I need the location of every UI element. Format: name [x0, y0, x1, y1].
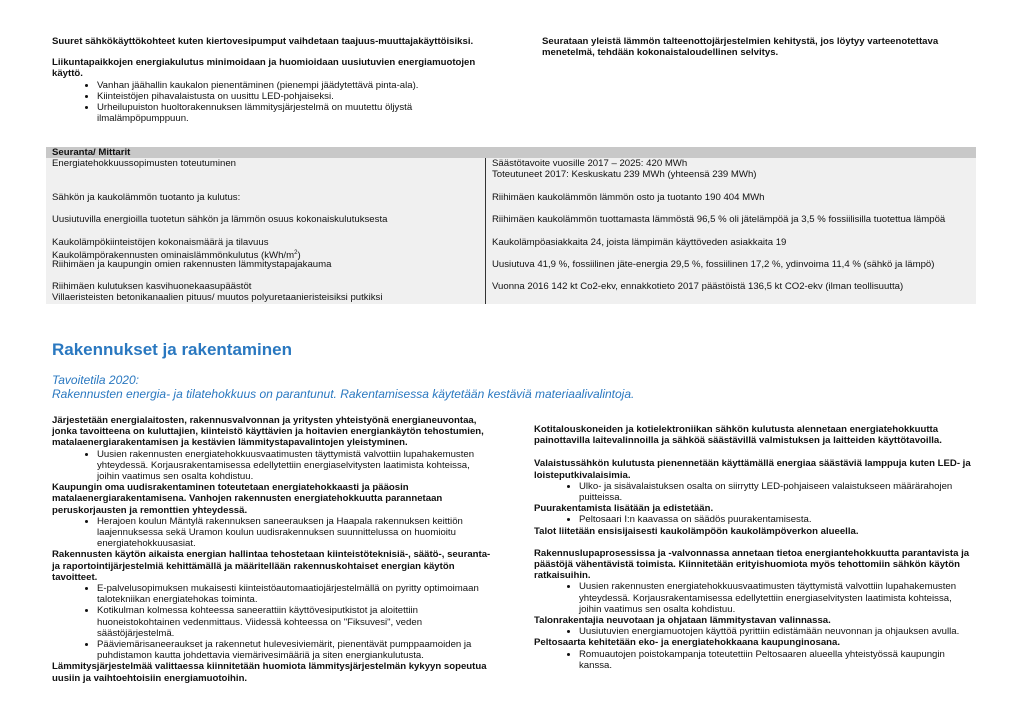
goal-label: Tavoitetila 2020:	[52, 373, 139, 387]
paragraph: Liikuntapaikkojen energiakulutus minimoidaan ja huomioidaan uusiutuvien energiamuotojen käyttö.	[52, 57, 476, 80]
list-item: • Pääviemärisaneeraukset ja rakennetut hulevesiviemärit, pienentävät pumppaamoiden ja puhdistamon kautta johdettavia viemärivesimääriä ja siten energiankulutusta.	[97, 639, 492, 661]
table-cell: Kaukolämpöasiakkaita 24, joista lämpimän käyttöveden asiakkaita 19	[492, 237, 787, 248]
table-cell: Energiatehokkuussopimusten toteutuminen	[52, 158, 236, 169]
list-item: • Uusien rakennusten energiatehokkuusvaatimusten täyttymistä valvottiin lupahakemusten yhteydessä. Korjausrakentamisessa edellytettiin energiaselvitysten laatimista kohteissa, joihin vaatimus sen osalta kohdistuu.	[97, 449, 492, 483]
list-item: • Urheilupuiston huoltorakennuksen lämmitysjärjestelmä on muutettu öljystä ilmalämpöpumppuun.	[97, 102, 427, 124]
bullet-list	[534, 481, 974, 503]
table-cell: Riihimäen kaukolämmön tuottamasta lämmöstä 96,5 % oli jätelämpöä ja 3,5 % fossiilisilla tuotettua lämpöä	[492, 214, 946, 225]
table-cell: Sähkön ja kaukolämmön tuotanto ja kulutus:	[52, 192, 241, 203]
paragraph: Rakennusten käytön aikaista energian hallintaa tehostetaan kiinteistöteknisiä-, säätö-, seuranta- ja raportointijärjestelmiä kehittämällä ja määritellään rakennuskohtaiset energian käytön tavoitteet.	[52, 549, 491, 583]
list-item: • Vanhan jäähallin kaukalon pienentäminen (pienempi jäädytettävä pinta-ala).	[97, 80, 492, 91]
table-cell-text: Kaukolämpörakennusten ominaislämmönkulutus (kWh/m	[52, 250, 295, 262]
bullet-list	[52, 449, 492, 483]
table-header-label: Seuranta/ Mittarit	[52, 147, 131, 158]
goal-statement	[52, 373, 952, 401]
table-cell: Uusiutuva 41,9 %, fossiilinen jäte-energia 29,5 %, fossiilinen 17,2 %, ydinvoima 11,4 % (sähkö ja lämpö)	[492, 259, 935, 270]
bullet-list	[52, 516, 492, 550]
paragraph: Kaupungin oma uudisrakentaminen toteutetaan energiatehokkaasti ja pääosin matalaenergiarakentamisena. Vanhojen rakennusten energiatehokkuutta parannetaan peruskorjausten ja remonttien yhteydessä.	[52, 482, 443, 516]
bullet-list	[52, 80, 492, 125]
paragraph: Kotitalouskoneiden ja kotielektroniikan sähkön kulutusta alennetaan energiatehokkuutta painottavilla laitevalinnoilla ja sähköä säästävillä valmistuksen ja laitteiden käyttötavoilla.	[534, 424, 942, 447]
metrics-table	[46, 147, 976, 304]
bullet-list	[534, 514, 974, 525]
list-item: • Uusiutuvien energiamuotojen käyttöä pyrittiin edistämään neuvonnan ja ohjauksen avulla.	[579, 626, 974, 637]
table-cell: Toteutuneet 2017: Keskuskatu 239 MWh (yhteensä 239 MWh)	[492, 169, 757, 180]
table-cell: Villaeristeisten betonikanaalien pituus/ muutos polyuretaanieristeisiksi putkiksi	[52, 292, 383, 303]
bullet-list	[52, 583, 492, 661]
table-divider	[485, 158, 486, 304]
list-item: • E-palvelusopimuksen mukaisesti kiinteistöautomaatiojärjestelmällä on pyritty optimoimaan talotekniikan energiatehokas toiminta.	[97, 583, 492, 605]
table-cell: Riihimäen kulutuksen kasvihuonekaasupäästöt	[52, 281, 252, 292]
bullet-list	[534, 649, 974, 671]
list-item: • Romuautojen poistokampanja toteutettiin Peltosaaren alueella yhteistyössä kaupungin kanssa.	[579, 649, 974, 671]
paragraph: Peltosaarta kehitetään eko- ja energiatehokkaana kaupunginosana.	[534, 637, 841, 649]
table-cell: Säästötavoite vuosille 2017 – 2025: 420 MWh	[492, 158, 688, 169]
list-item: • Peltosaari I:n kaavassa on säädös puurakentamisesta.	[579, 514, 974, 525]
table-cell: Vuonna 2016 142 kt Co2-ekv, ennakkotieto 2017 päästöistä 136,5 kt CO2-ekv (ilman teollisuutta)	[492, 281, 904, 292]
bottom-left-column	[52, 415, 492, 684]
paragraph: Rakennuslupaprosessissa ja -valvonnassa annetaan tietoa energiantehokkuutta parantavista ja päästöjä vähentävistä toimista. Kiinnitetään erityishuomiota myös tehottomiin sähkön käytön ratkaisuihin.	[534, 547, 970, 582]
list-item: • Kotikulman kolmessa kohteessa saneerattiin käyttövesiputkistot ja aloitettiin huoneistokohtainen vedenmittaus. Viidessä kohteessa on "Fiksuvesi", veden säästöjärjestelmä.	[97, 605, 492, 639]
table-header	[46, 147, 976, 158]
goal-text: Rakennusten energia- ja tilatehokkuus on parantunut. Rakentamisessa käytetään kestäviä materiaalivalintoja.	[52, 387, 635, 401]
top-left-column	[52, 36, 492, 124]
paragraph: Järjestetään energialaitosten, rakennusvalvonnan ja yritysten yhteistyönä energianeuvontaa, jonka tavoitteena on kuluttajien, kiinteistö käyttävien ja hoitavien energiankäytön tehostumien, matalaenergiarakentamisen ja kestävien lämmitystapavalintojen yleistyminen.	[52, 415, 484, 449]
list-item: • Uusien rakennusten energiatehokkuusvaatimusten täyttymistä valvottiin lupahakemusten yhteydessä. Korjausrakentamisessa edellytettiin energiaselvitysten laatimista kohteissa, joihin vaatimus sen osalta kohdistuu.	[579, 581, 974, 615]
bullet-list	[534, 626, 974, 637]
paragraph: Puurakentamista lisätään ja edistetään.	[534, 503, 714, 515]
bullet-list	[534, 581, 974, 615]
table-cell: Kaukolämpökiinteistöjen kokonaismäärä ja tilavuus	[52, 237, 269, 248]
section-title: Rakennukset ja rakentaminen	[52, 340, 292, 359]
paragraph: Valaistussähkön kulutusta pienennetään käyttämällä energiaa säästäviä lamppuja kuten LED- ja loisteputkivalaisimia.	[534, 458, 971, 481]
paragraph: Lämmitysjärjestelmää valittaessa kiinnitetään huomiota lämmitysjärjestelmän kykyyn sopeutua uusiin ja vaihtoehtoisiin energiamuotoihin.	[52, 661, 487, 684]
list-item: • Ulko- ja sisävalaistuksen osalta on siirrytty LED-pohjaiseen valaistukseen määrärahojen puitteissa.	[579, 481, 974, 503]
list-item: • Kiinteistöjen pihavalaistusta on uusittu LED-pohjaiseksi.	[97, 91, 492, 102]
table-cell: Riihimäen ja kaupungin omien rakennusten lämmitystapajakauma	[52, 259, 332, 270]
paragraph: Suuret sähkökäyttökohteet kuten kiertovesipumput vaihdetaan taajuus-muuttajakäyttöisiksi.	[52, 36, 474, 47]
superscript: 2	[294, 250, 298, 256]
paragraph: Seurataan yleistä lämmön talteenottojärjestelmien kehitystä, jos löytyy varteenotettava menetelmä, tehdään kokonaistaloudellinen selvitys.	[542, 36, 939, 59]
table-cell: Uusiutuvilla energioilla tuotetun sähkön ja lämmön osuus kokonaiskulutuksesta	[52, 214, 388, 225]
table-cell: Riihimäen kaukolämmön lämmön osto ja tuotanto 190 404 MWh	[492, 192, 765, 203]
bottom-right-column	[534, 424, 974, 671]
list-item: • Herajoen koulun Mäntylä rakennuksen saneerauksen ja Haapala rakennuksen keittiön laajennuksessa sekä Uramon koulun uudisrakennuksen suunnittelussa on huomioitu energiatehokkuusasiat.	[97, 516, 492, 550]
paragraph: Talot liitetään ensisijaisesti kaukolämpöön kaukolämpöverkon alueella.	[534, 525, 859, 537]
paragraph: Talonrakentajia neuvotaan ja ohjataan lämmitystavan valinnassa.	[534, 615, 831, 627]
top-right-column	[542, 36, 972, 58]
table-cell-text: )	[297, 250, 301, 262]
